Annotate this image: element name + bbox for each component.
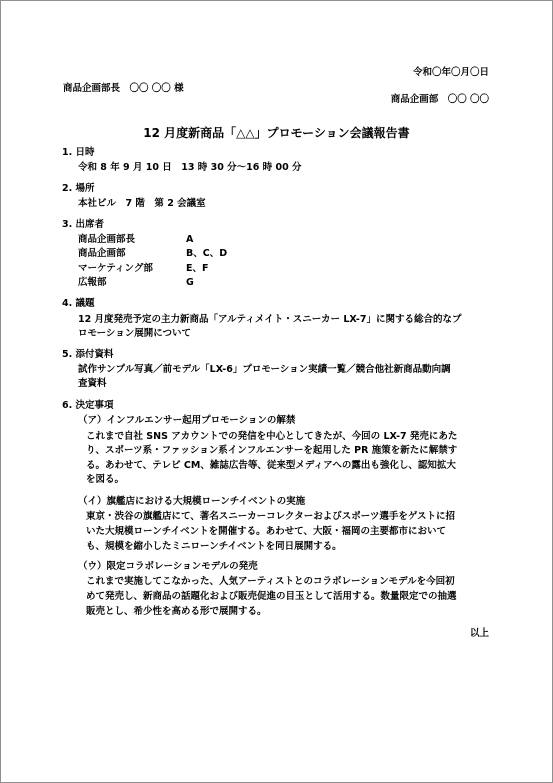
- section-heading-place: 2. 場所: [62, 183, 95, 194]
- section-heading-attendees: 3. 出席者: [62, 219, 105, 230]
- attendee-names: A: [186, 234, 194, 245]
- agenda-line: ロモーション展開について: [78, 328, 192, 339]
- section-heading-attachments: 5. 添付資料: [62, 349, 114, 360]
- attendee-dept: 商品企画部長: [78, 234, 136, 245]
- section-heading-agenda: 4. 議題: [62, 298, 95, 309]
- attendee-row: [78, 248, 227, 260]
- attendee-names: B、C、D: [186, 248, 228, 259]
- closing-mark: 以上: [469, 628, 489, 639]
- attendee-row: [78, 277, 194, 289]
- decision-line: これまで自社 SNS アカウントでの発信を中心としてきたが、今回の LX-7 発売にあた: [86, 431, 458, 442]
- decision-line: り、スポーツ系・ファッション系インフルエンサーを起用した PR 施策を新たに解禁す: [86, 445, 458, 456]
- recipient: 商品企画部長 〇〇 〇〇 様: [63, 83, 184, 94]
- attendee-names: E、F: [186, 263, 209, 274]
- decision-line: これまで実施してこなかった、人気アーティストとのコラボレーションモデルを今回初: [86, 576, 455, 587]
- decision-line: を図る。: [86, 474, 125, 485]
- attendee-dept: 広報部: [78, 277, 107, 288]
- decision-line: も、規模を縮小したミニローンチイベントを同日展開する。: [86, 541, 342, 552]
- attachments-line: 試作サンプル写真／前モデル「LX-6」プロモーション実績一覧／競合他社新商品動向調: [78, 364, 451, 375]
- decision-line: いた大規模ローンチイベントを開催する。あわせて、大阪・福岡の主要都市において: [86, 526, 446, 537]
- agenda-line: 12 月度発売予定の主力新商品「アルティメイト・スニーカー LX-7」に関する総合的なプ: [78, 314, 462, 325]
- attendee-dept: 商品企画部: [78, 248, 126, 259]
- decision-line: 販売とし、希少性を高める形で展開する。: [86, 606, 267, 617]
- section-heading-decisions: 6. 決定事項: [62, 400, 114, 411]
- sender: 商品企画部 〇〇 〇〇: [390, 94, 489, 105]
- attendee-dept: マーケティング部: [78, 263, 153, 274]
- datetime-value: 令和 8 年 9 月 10 日 13 時 30 分～16 時 00 分: [78, 162, 302, 173]
- decision-title: （ア）インフルエンサー起用プロモーションの解禁: [78, 415, 296, 426]
- decision-line: めて発売し、新商品の話題化および販売促進の目玉として活用する。数量限定での抽選: [86, 591, 457, 602]
- decision-line: 東京・渋谷の旗艦店にて、著名スニーカーコレクターおよびスポーツ選手をゲストに招: [86, 511, 455, 522]
- attendee-row: [78, 234, 193, 246]
- decision-line: る。あわせて、テレビ CM、雑誌広告等、従来型メディアへの露出も強化し、認知拡大: [86, 460, 456, 471]
- document-date: 令和〇年〇月〇日: [412, 67, 489, 78]
- attendee-names: G: [186, 277, 194, 288]
- attachments-line: 査資料: [78, 378, 107, 389]
- section-heading-datetime: 1. 日時: [62, 147, 95, 158]
- attendee-row: [78, 263, 208, 275]
- decision-title: （イ）旗艦店における大規模ローンチイベントの実施: [78, 496, 306, 507]
- place-value: 本社ビル 7 階 第 2 会議室: [78, 198, 206, 209]
- decision-title: （ウ）限定コラボレーションモデルの発売: [78, 561, 258, 572]
- document-title: 12 月度新商品「△△」プロモーション会議報告書: [143, 126, 410, 140]
